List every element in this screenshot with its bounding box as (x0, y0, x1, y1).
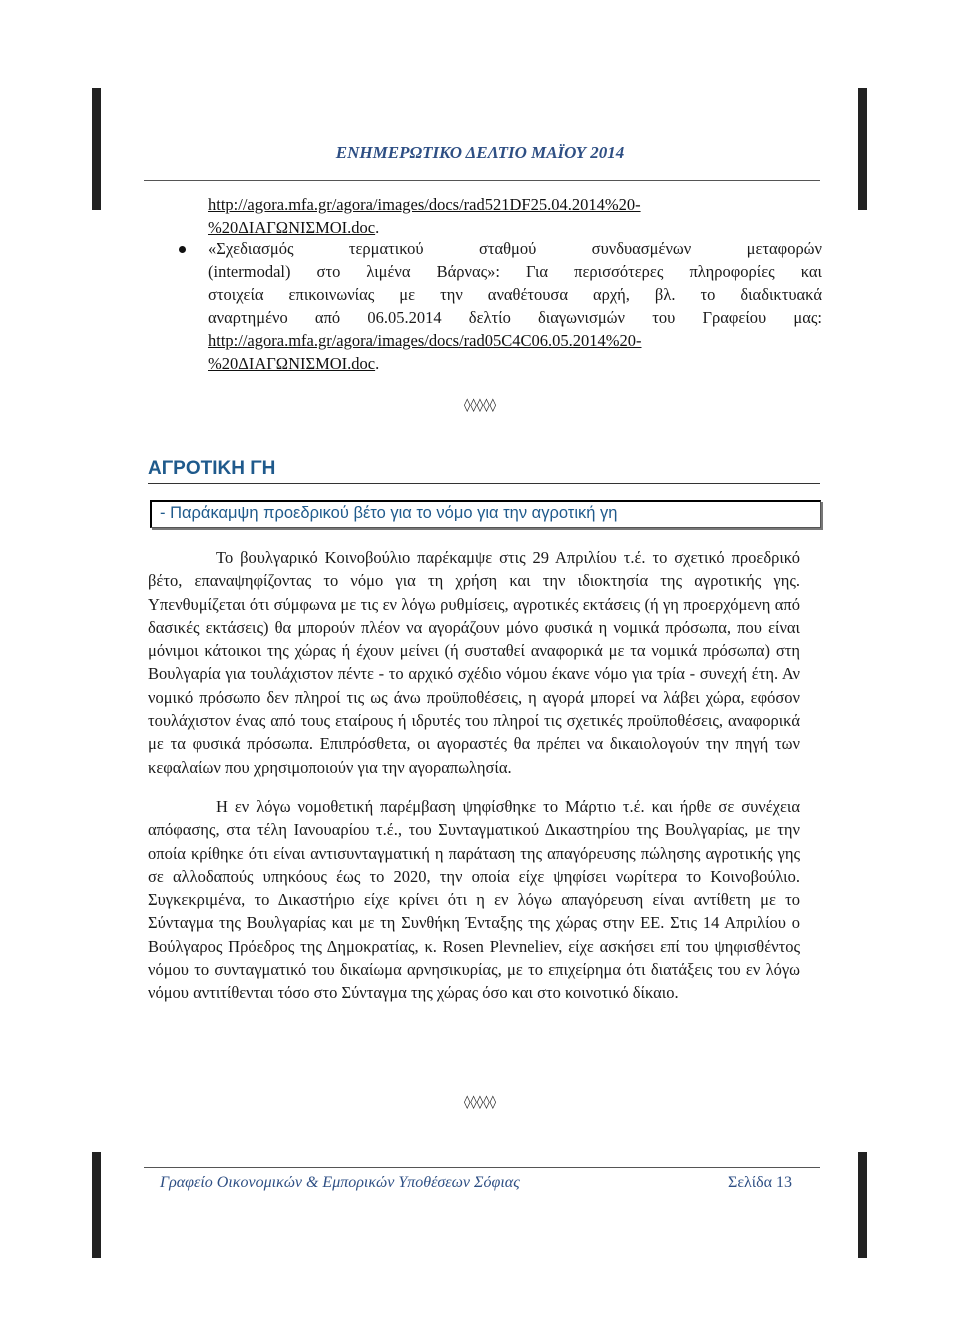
subheading-text: - Παράκαμψη προεδρικού βέτο για το νόμο για την αγροτική γη (160, 504, 618, 522)
document-link-1-cont[interactable]: %20ΔΙΑΓΩΝΙΣΜΟΙ.doc (208, 218, 376, 237)
scan-margin-bar (92, 1152, 101, 1258)
document-link-1[interactable]: http://agora.mfa.gr/agora/images/docs/rad521DF25.04.2014%20- (208, 195, 641, 214)
bullet-icon (179, 246, 186, 253)
article-paragraph-2: Η εν λόγω νομοθετική παρέμβαση ψηφίσθηκε το Μάρτιο τ.έ. και ήρθε σε συνέχεια απόφασης, στα τέλη Ιανουαρίου τ.έ., του Συνταγματικού Δικαστηρίου της Βουλγαρίας, με την οποία κρίθηκε ότι είναι αντισυνταγματική η παράταση της απαγόρευσης πώλησης αγροτικής γης σε αλλοδαπούς υπηκόους έως το 2020, την οποία είχε ψηφίσει νωρίτερα το Κοινοβούλιο. Συγκεκριμένα, το Δικαστήριο είχε κρίνει ότι η εν λόγω απαγόρευση είναι αντίθετη με το Σύνταγμα της Βουλγαρίας και με τη Συνθήκη Ένταξης της χώρας στην ΕΕ. Στις 14 Απριλίου ο Βούλγαρος Πρόεδρος της Δημοκρατίας, κ. Rosen Plevneliev, είχε ασκήσει επί του ψηφισθέντος νόμου το συνταγματικό του δικαίωμα αρνησικυρίας, με το επιχείρημα ότι διατάξεις του εν λόγω νόμου αντιτίθενται τόσο στο Σύνταγμα της χώρας όσο και στο κοινοτικό δίκαιο. (148, 796, 800, 1003)
section-separator: ◊◊◊◊◊ (463, 398, 497, 413)
scan-margin-bar (858, 1152, 867, 1258)
footer-office-name: Γραφείο Οικονομικών & Εμπορικών Υποθέσεων Σόφιας (160, 1174, 520, 1191)
section-divider (148, 483, 820, 484)
bullet-line: «Σχεδιασμός τερματικού σταθμού συνδυασμένων μεταφορών (208, 239, 822, 258)
page-header-title: ΕΝΗΜΕΡΩΤΙΚΟ ΔΕΛΤΙΟ ΜΑΪΟΥ 2014 (335, 143, 625, 162)
footer-divider (144, 1167, 820, 1168)
bullet-line: στοιχεία επικοινωνίας με την αναθέτουσα αρχή, βλ. το διαδικτυακά (208, 285, 822, 304)
header-divider (144, 180, 820, 181)
section-separator: ◊◊◊◊◊ (463, 1095, 497, 1110)
bullet-line: αναρτημένο από 06.05.2014 δελτίο διαγωνισμών του Γραφείου μας: (208, 308, 822, 327)
page-number: Σελίδα 13 (728, 1174, 793, 1191)
section-title: ΑΓΡΟΤΙΚΗ ΓΗ (148, 458, 276, 479)
subheading-box (150, 500, 821, 528)
article-body (148, 546, 800, 1005)
document-link-2-cont[interactable]: %20ΔΙΑΓΩΝΙΣΜΟΙ.doc (208, 354, 376, 373)
bullet-line: (intermodal) στο λιμένα Βάρνας»: Για περισσότερες πληροφορίες και (208, 262, 822, 281)
link-block-1: http://agora.mfa.gr/agora/images/docs/rad521DF25.04.2014%20- %20ΔΙΑΓΩΝΙΣΜΟΙ.doc. (208, 195, 641, 237)
document-link-2[interactable]: http://agora.mfa.gr/agora/images/docs/rad05C4C06.05.2014%20- (208, 331, 642, 350)
bullet-item: «Σχεδιασμός τερματικού σταθμού συνδυασμένων μεταφορών (intermodal) στο λιμένα Βάρνας»: Για περισσότερες πληροφορίες και στοιχεία επικοινωνίας με την αναθέτουσα αρχή, βλ. το διαδικτυακά αναρτημένο από 06.05.2014 δελτίο διαγωνισμών του Γραφείου μας: http://agora.mfa.gr/agora/images/docs/rad05C4C06.05.2014%20- %20ΔΙΑΓΩΝΙΣΜΟΙ.doc. (208, 239, 822, 373)
article-paragraph-1: Το βουλγαρικό Κοινοβούλιο παρέκαμψε στις 29 Απριλίου τ.έ. το σχετικό προεδρικό βέτο, επαναψηφίζοντας το νόμο για τη χρήση και την ιδιοκτησία της αγροτικής γης. Υπενθυμίζεται ότι σύμφωνα με τις εν λόγω ρυθμίσεις, αγροτικές εκτάσεις (ή γη προερχόμενη από δασικές εκτάσεις) θα μπορούν πλέον να αγοράζουν μόνο φυσικά η νομικά πρόσωπα, που είναι μόνιμοι κάτοικοι της χώρας ή έχουν μείνει (ή συσταθεί αναφορικά με τα νομικά πρόσωπα) στη Βουλγαρία για τουλάχιστον πέντε - το αρχικό σχέδιο νόμου έκανε νόμο για τρία - συνεχή έτη. Αν νομικό πρόσωπο δεν πληροί τις ως άνω προϋποθέσεις, η αγορά μπορεί να λάβει χώρα, εφόσον τουλάχιστον ένας από τους εταίρους ή ιδρυτές του πληροί τις σχετικές προϋποθέσεις, αναφορικά με τα φυσικά πρόσωπα. Επιπρόσθετα, οι αγοραστές θα πρέπει να δικαιολογούν την πηγή των κεφαλαίων που χρησιμοποιούν για την αγοραπωλησία. (148, 548, 800, 777)
